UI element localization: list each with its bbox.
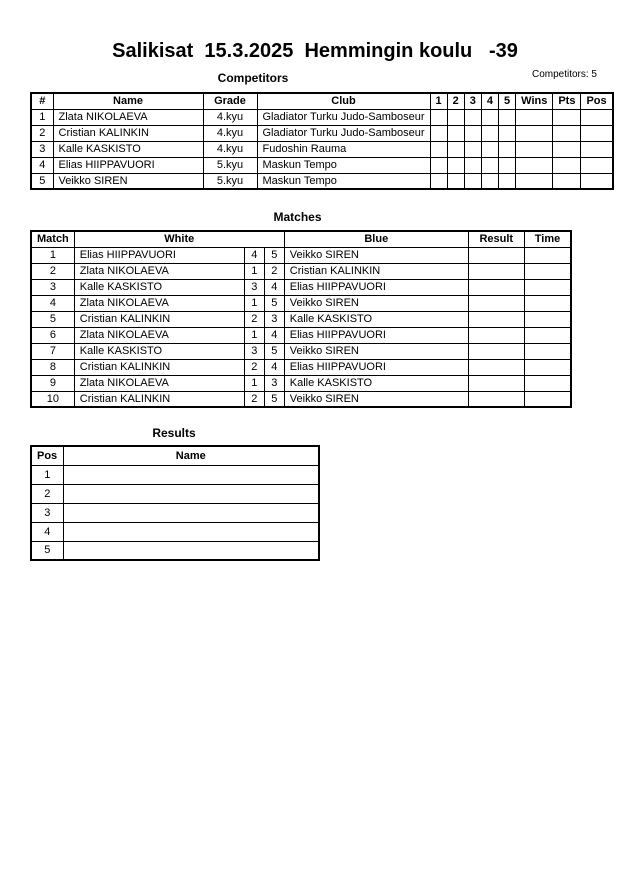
competitor-grade: 5.kyu xyxy=(203,157,257,173)
result-row xyxy=(31,541,319,560)
result-name xyxy=(63,484,319,503)
col-header-blue: Blue xyxy=(284,231,468,247)
match-row xyxy=(31,311,571,327)
col-header-result-name: Name xyxy=(63,446,319,465)
round-cell xyxy=(430,157,447,173)
pos-cell xyxy=(581,141,613,157)
match-row xyxy=(31,263,571,279)
round-cell xyxy=(464,109,481,125)
competitor-number: 1 xyxy=(31,109,53,125)
blue-name: Elias HIIPPAVUORI xyxy=(284,327,468,343)
time-cell xyxy=(524,375,571,391)
white-name: Cristian KALINKIN xyxy=(74,359,244,375)
white-name: Zlata NIKOLAEVA xyxy=(74,263,244,279)
match-number: 9 xyxy=(31,375,74,391)
blue-name: Kalle KASKISTO xyxy=(284,311,468,327)
blue-competitor-number: 5 xyxy=(264,391,284,407)
col-header-round-3: 3 xyxy=(464,93,481,109)
competitor-number: 2 xyxy=(31,125,53,141)
result-name xyxy=(63,503,319,522)
blue-competitor-number: 5 xyxy=(264,247,284,263)
results-table xyxy=(30,445,320,561)
wins-cell xyxy=(516,157,553,173)
pts-cell xyxy=(553,141,581,157)
result-cell xyxy=(468,375,524,391)
pos-cell xyxy=(581,125,613,141)
wins-cell xyxy=(516,173,553,189)
blue-name: Elias HIIPPAVUORI xyxy=(284,279,468,295)
blue-competitor-number: 5 xyxy=(264,295,284,311)
competitor-number: 3 xyxy=(31,141,53,157)
white-competitor-number: 3 xyxy=(244,343,264,359)
pts-cell xyxy=(553,109,581,125)
col-header-result-pos: Pos xyxy=(31,446,63,465)
col-header-result: Result xyxy=(468,231,524,247)
competitor-row xyxy=(31,141,613,157)
match-row xyxy=(31,327,571,343)
white-competitor-number: 2 xyxy=(244,359,264,375)
time-cell xyxy=(524,311,571,327)
white-name: Kalle KASKISTO xyxy=(74,343,244,359)
blue-competitor-number: 4 xyxy=(264,279,284,295)
wins-cell xyxy=(516,109,553,125)
round-cell xyxy=(447,109,464,125)
pts-cell xyxy=(553,173,581,189)
round-cell xyxy=(481,157,498,173)
result-row xyxy=(31,522,319,541)
col-header-round-4: 4 xyxy=(481,93,498,109)
white-name: Kalle KASKISTO xyxy=(74,279,244,295)
col-header-grade: Grade xyxy=(203,93,257,109)
result-cell xyxy=(468,343,524,359)
col-header-round-5: 5 xyxy=(499,93,516,109)
result-cell xyxy=(468,391,524,407)
result-cell xyxy=(468,247,524,263)
match-row xyxy=(31,391,571,407)
competitors-section-title: Competitors xyxy=(217,71,289,85)
competitors-table xyxy=(30,92,614,190)
competitor-row xyxy=(31,109,613,125)
time-cell xyxy=(524,327,571,343)
white-competitor-number: 2 xyxy=(244,391,264,407)
result-name xyxy=(63,541,319,560)
competitor-name: Elias HIIPPAVUORI xyxy=(53,157,203,173)
matches-table xyxy=(30,230,572,408)
competitor-grade: 4.kyu xyxy=(203,125,257,141)
round-cell xyxy=(481,125,498,141)
round-cell xyxy=(464,173,481,189)
competitor-name: Veikko SIREN xyxy=(53,173,203,189)
round-cell xyxy=(430,141,447,157)
round-cell xyxy=(499,125,516,141)
blue-name: Veikko SIREN xyxy=(284,343,468,359)
white-competitor-number: 1 xyxy=(244,263,264,279)
competitor-name: Cristian KALINKIN xyxy=(53,125,203,141)
competitor-grade: 5.kyu xyxy=(203,173,257,189)
match-number: 10 xyxy=(31,391,74,407)
round-cell xyxy=(430,109,447,125)
round-cell xyxy=(464,141,481,157)
pts-cell xyxy=(553,157,581,173)
matches-section-title: Matches xyxy=(273,210,322,224)
pos-cell xyxy=(581,173,613,189)
col-header-pts: Pts xyxy=(553,93,581,109)
competitor-club: Maskun Tempo xyxy=(257,173,430,189)
match-number: 1 xyxy=(31,247,74,263)
result-cell xyxy=(468,311,524,327)
blue-name: Elias HIIPPAVUORI xyxy=(284,359,468,375)
blue-name: Veikko SIREN xyxy=(284,391,468,407)
round-cell xyxy=(499,141,516,157)
competitor-club: Gladiator Turku Judo-Samboseur xyxy=(257,125,430,141)
col-header-time: Time xyxy=(524,231,571,247)
col-header-white: White xyxy=(74,231,284,247)
match-number: 2 xyxy=(31,263,74,279)
white-competitor-number: 1 xyxy=(244,327,264,343)
white-competitor-number: 1 xyxy=(244,295,264,311)
time-cell xyxy=(524,279,571,295)
round-cell xyxy=(447,173,464,189)
round-cell xyxy=(447,125,464,141)
col-header-number: # xyxy=(31,93,53,109)
match-row xyxy=(31,279,571,295)
col-header-club: Club xyxy=(257,93,430,109)
competitor-number: 4 xyxy=(31,157,53,173)
round-cell xyxy=(481,141,498,157)
competitor-grade: 4.kyu xyxy=(203,141,257,157)
match-row xyxy=(31,375,571,391)
result-pos: 5 xyxy=(31,541,63,560)
time-cell xyxy=(524,343,571,359)
page-title: Salikisat 15.3.2025 Hemmingin koulu -39 xyxy=(112,40,518,62)
col-header-name: Name xyxy=(53,93,203,109)
round-cell xyxy=(499,173,516,189)
match-row xyxy=(31,295,571,311)
competitor-name: Zlata NIKOLAEVA xyxy=(53,109,203,125)
competitor-club: Maskun Tempo xyxy=(257,157,430,173)
pos-cell xyxy=(581,157,613,173)
match-number: 7 xyxy=(31,343,74,359)
result-cell xyxy=(468,295,524,311)
time-cell xyxy=(524,247,571,263)
blue-name: Veikko SIREN xyxy=(284,295,468,311)
results-header-row xyxy=(31,446,319,465)
blue-competitor-number: 2 xyxy=(264,263,284,279)
blue-name: Veikko SIREN xyxy=(284,247,468,263)
round-cell xyxy=(447,141,464,157)
time-cell xyxy=(524,263,571,279)
white-competitor-number: 2 xyxy=(244,311,264,327)
white-competitor-number: 4 xyxy=(244,247,264,263)
competitor-club: Gladiator Turku Judo-Samboseur xyxy=(257,109,430,125)
white-name: Zlata NIKOLAEVA xyxy=(74,295,244,311)
match-row xyxy=(31,247,571,263)
white-competitor-number: 1 xyxy=(244,375,264,391)
col-header-match: Match xyxy=(31,231,74,247)
blue-competitor-number: 4 xyxy=(264,359,284,375)
match-number: 8 xyxy=(31,359,74,375)
result-pos: 1 xyxy=(31,465,63,484)
blue-competitor-number: 4 xyxy=(264,327,284,343)
competitor-name: Kalle KASKISTO xyxy=(53,141,203,157)
round-cell xyxy=(481,173,498,189)
result-cell xyxy=(468,359,524,375)
blue-competitor-number: 3 xyxy=(264,375,284,391)
white-name: Cristian KALINKIN xyxy=(74,311,244,327)
match-number: 3 xyxy=(31,279,74,295)
pts-cell xyxy=(553,125,581,141)
blue-competitor-number: 3 xyxy=(264,311,284,327)
result-pos: 2 xyxy=(31,484,63,503)
match-number: 4 xyxy=(31,295,74,311)
time-cell xyxy=(524,295,571,311)
results-section-title: Results xyxy=(152,426,196,440)
wins-cell xyxy=(516,125,553,141)
round-cell xyxy=(481,109,498,125)
match-number: 5 xyxy=(31,311,74,327)
col-header-pos: Pos xyxy=(581,93,613,109)
round-cell xyxy=(499,157,516,173)
col-header-round-1: 1 xyxy=(430,93,447,109)
blue-name: Kalle KASKISTO xyxy=(284,375,468,391)
white-name: Zlata NIKOLAEVA xyxy=(74,375,244,391)
competitor-row xyxy=(31,125,613,141)
match-row xyxy=(31,343,571,359)
result-name xyxy=(63,522,319,541)
white-name: Cristian KALINKIN xyxy=(74,391,244,407)
match-row xyxy=(31,359,571,375)
competitor-row xyxy=(31,157,613,173)
blue-competitor-number: 5 xyxy=(264,343,284,359)
result-cell xyxy=(468,279,524,295)
round-cell xyxy=(447,157,464,173)
competitors-section xyxy=(30,69,476,87)
round-cell xyxy=(430,125,447,141)
result-row xyxy=(31,465,319,484)
pos-cell xyxy=(581,109,613,125)
competitor-club: Fudoshin Rauma xyxy=(257,141,430,157)
result-cell xyxy=(468,327,524,343)
round-cell xyxy=(430,173,447,189)
col-header-round-2: 2 xyxy=(447,93,464,109)
competitor-grade: 4.kyu xyxy=(203,109,257,125)
round-cell xyxy=(464,125,481,141)
competitor-number: 5 xyxy=(31,173,53,189)
wins-cell xyxy=(516,141,553,157)
result-row xyxy=(31,503,319,522)
result-cell xyxy=(468,263,524,279)
time-cell xyxy=(524,391,571,407)
white-name: Elias HIIPPAVUORI xyxy=(74,247,244,263)
competitors-count: Competitors: 5 xyxy=(531,69,597,80)
match-number: 6 xyxy=(31,327,74,343)
matches-header-row xyxy=(31,231,571,247)
blue-name: Cristian KALINKIN xyxy=(284,263,468,279)
result-name xyxy=(63,465,319,484)
result-pos: 3 xyxy=(31,503,63,522)
time-cell xyxy=(524,359,571,375)
round-cell xyxy=(464,157,481,173)
white-competitor-number: 3 xyxy=(244,279,264,295)
result-pos: 4 xyxy=(31,522,63,541)
white-name: Zlata NIKOLAEVA xyxy=(74,327,244,343)
col-header-wins: Wins xyxy=(516,93,553,109)
competitor-row xyxy=(31,173,613,189)
round-cell xyxy=(499,109,516,125)
competitors-header-row xyxy=(31,93,613,109)
result-row xyxy=(31,484,319,503)
